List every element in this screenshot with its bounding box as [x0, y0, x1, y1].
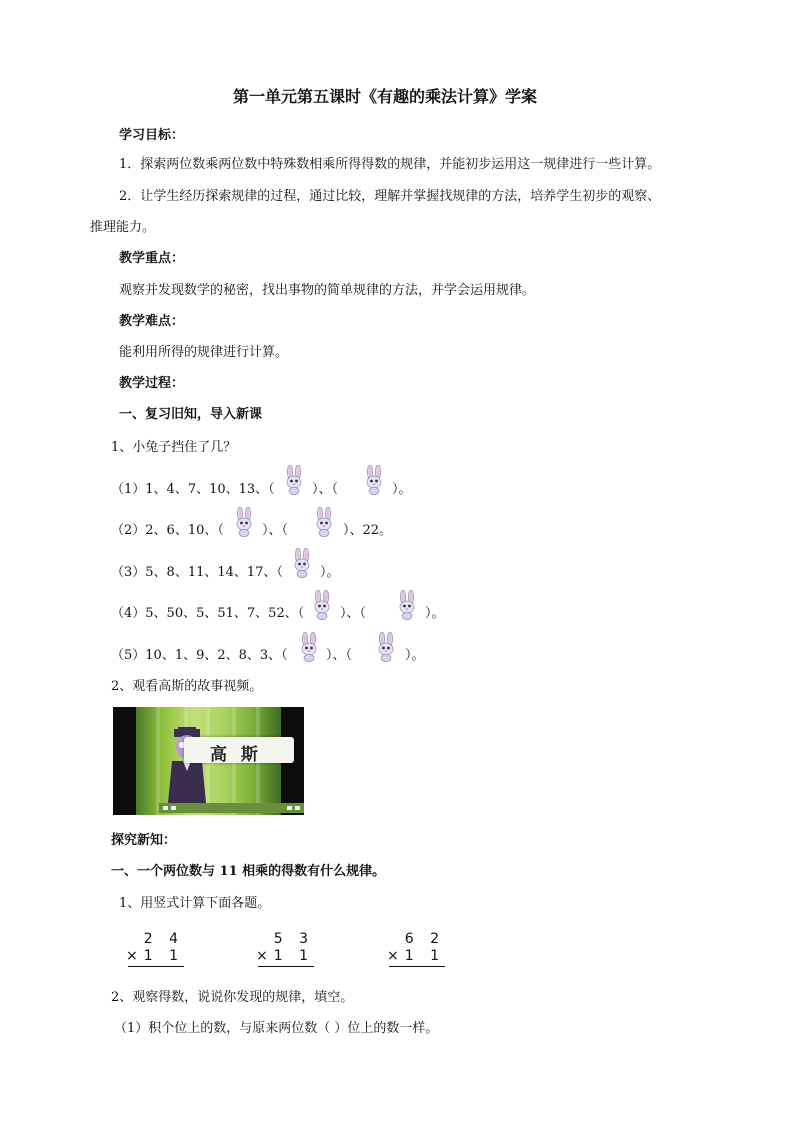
underline: [258, 966, 314, 967]
question-2: 2、观看高斯的故事视频。: [111, 679, 263, 694]
video-title-panel: [184, 737, 294, 763]
sequence-3-suffix: ）。: [320, 565, 340, 580]
vertical-multiplication: [389, 931, 445, 967]
bunny-icon: [296, 632, 322, 662]
explore-step-2: 2、观察得数，说说你发现的规律，填空。: [111, 990, 354, 1005]
objectives-heading: 学习目标：: [119, 128, 185, 143]
objective-1: 1．探索两位数乘两位数中特殊数相乘所得得数的规律，并能初步运用这一规律进行一些计算。: [119, 157, 661, 172]
sequence-1-suffix: ）。: [392, 482, 412, 497]
multiplicand: 5 3: [273, 931, 314, 947]
process-heading: 教学过程：: [119, 376, 185, 391]
sequence-5-prefix: （5）10、1、9、2、8、3、（: [111, 648, 288, 663]
gauss-video-thumbnail[interactable]: [113, 707, 304, 815]
explore-heading: 探究新知：: [111, 833, 177, 848]
sequence-2-prefix: （2）2、6、10、（: [111, 523, 224, 538]
key-points-text: 观察并发现数学的秘密，找出事物的简单规律的方法，并学会运用规律。: [119, 283, 536, 298]
vertical-multiplication: [258, 931, 314, 967]
sequence-5-mid: ）、（: [326, 648, 353, 663]
explore-step-1: 1、用竖式计算下面各题。: [119, 896, 271, 911]
bunny-icon: [361, 465, 387, 495]
sequence-1-mid: ）、（: [312, 482, 339, 497]
sequence-4-prefix: （4）5、50、5、51、7、52、（: [111, 606, 305, 621]
sequence-2-mid: ）、（: [262, 523, 289, 538]
key-points-heading: 教学重点：: [119, 251, 185, 266]
objective-2-line-2: 推理能力。: [90, 220, 156, 235]
bunny-icon: [394, 590, 420, 620]
question-1: 1、小兔子挡住了几？: [111, 440, 237, 455]
process-section-1: 一、复习旧知，导入新课: [119, 407, 263, 422]
page-title: 第一单元第五课时《有趣的乘法计算》学案: [233, 87, 538, 106]
bunny-icon: [281, 465, 307, 495]
multiplicand: 2 4: [143, 931, 184, 947]
multiplier: ×1 1: [387, 948, 445, 964]
vertical-multiplication: [128, 931, 184, 967]
bunny-icon: [289, 548, 315, 578]
sequence-4-mid: ）、（: [340, 606, 367, 621]
multiplier: ×1 1: [126, 948, 184, 964]
bunny-icon: [373, 632, 399, 662]
video-control-bar[interactable]: [159, 803, 304, 813]
difficulty-heading: 教学难点：: [119, 314, 185, 329]
bunny-icon: [311, 507, 337, 537]
bunny-icon: [231, 507, 257, 537]
sequence-4-suffix: ）。: [425, 606, 445, 621]
sequence-1-prefix: （1）1、4、7、10、13、（: [111, 482, 275, 497]
video-caption: 高 斯: [210, 745, 262, 765]
bunny-icon: [309, 590, 335, 620]
multiplicand: 6 2: [404, 931, 445, 947]
explore-section-1: 一、一个两位数与 11 相乘的得数有什么规律。: [111, 864, 386, 879]
objective-2-line-1: 2．让学生经历探索规律的过程，通过比较，理解并掌握找规律的方法，培养学生初步的观察、: [119, 189, 661, 204]
sequence-2-suffix: ）、22。: [343, 523, 393, 538]
multiplier: ×1 1: [256, 948, 314, 964]
sequence-3-prefix: （3）5、8、11、14、17、（: [111, 565, 283, 580]
difficulty-text: 能利用所得的规律进行计算。: [119, 345, 289, 360]
underline: [389, 966, 445, 967]
sequence-5-suffix: ）。: [405, 648, 425, 663]
fill-in-1: （1）积个位上的数，与原来两位数（ ）位上的数一样。: [114, 1021, 439, 1036]
underline: [128, 966, 184, 967]
